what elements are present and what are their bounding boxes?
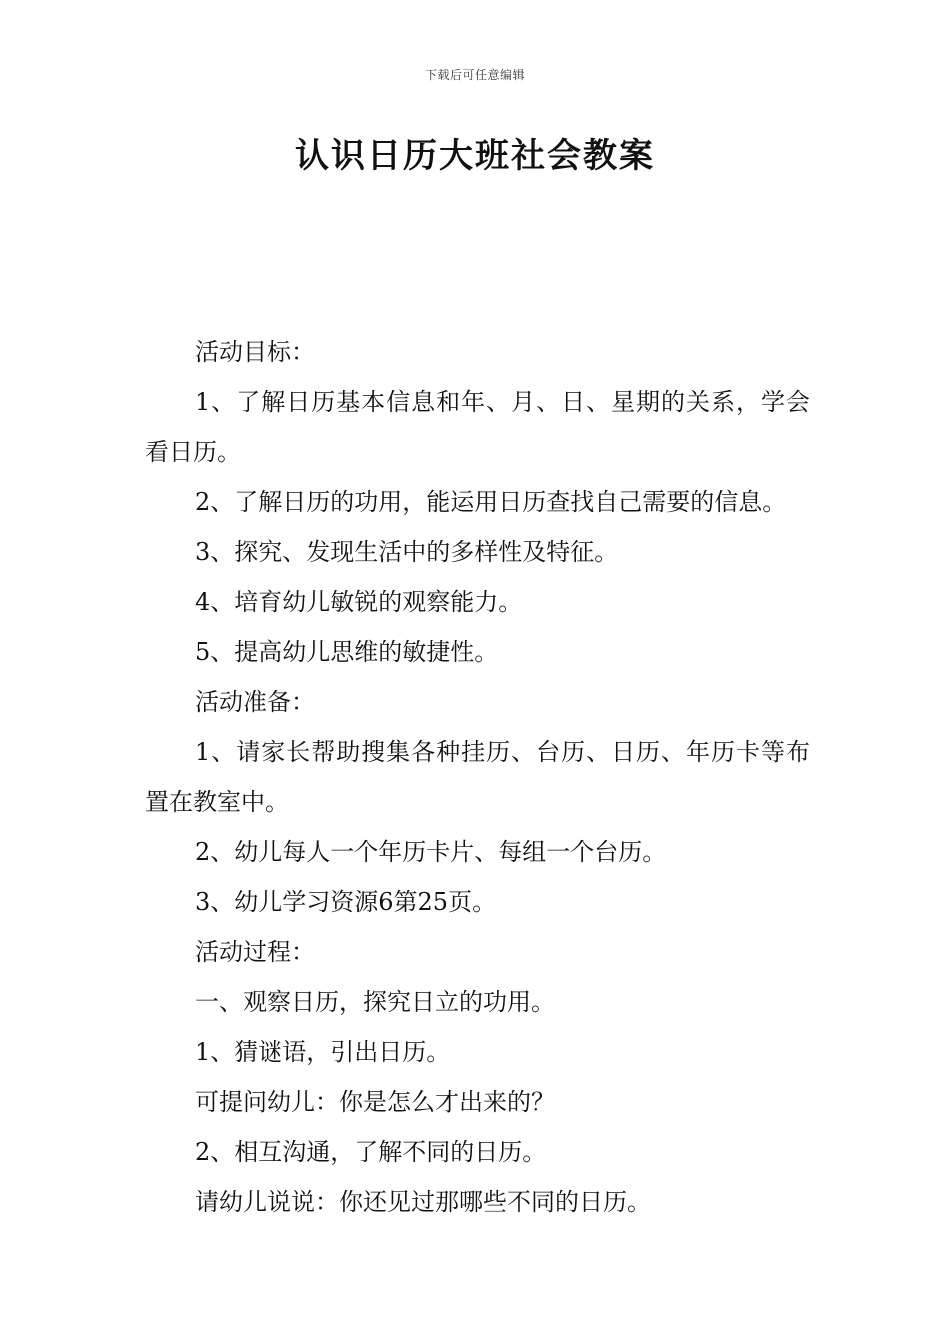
- paragraph-prep-heading: 活动准备：: [195, 688, 315, 716]
- paragraph-goal-1: 1、了解日历基本信息和年、月、日、星期的关系，学会看日历。: [145, 388, 810, 466]
- paragraph-prep-3: 3、幼儿学习资源6第25页。: [195, 888, 497, 916]
- header-note: 下载后可任意编辑: [424, 68, 525, 82]
- paragraph-goal-4: 4、培育幼儿敏锐的观察能力。: [195, 588, 523, 616]
- paragraph-process-question: 可提问幼儿：你是怎么才出来的？: [195, 1088, 555, 1116]
- paragraph-process-prompt: 请幼儿说说：你还见过那哪些不同的日历。: [195, 1188, 651, 1216]
- document-body: [145, 327, 810, 1227]
- paragraph-process-section-1: 一、观察日历，探究日立的功用。: [195, 988, 555, 1016]
- paragraph-process-step-2: 2、相互沟通，了解不同的日历。: [195, 1138, 547, 1166]
- document-title: 认识日历大班社会教案: [295, 136, 655, 176]
- paragraph-goal-3: 3、探究、发现生活中的多样性及特征。: [195, 538, 619, 566]
- paragraph-process-step-1: 1、猜谜语，引出日历。: [195, 1038, 451, 1066]
- paragraph-process-heading: 活动过程：: [195, 938, 315, 966]
- paragraph-goals-heading: 活动目标：: [195, 338, 315, 366]
- paragraph-prep-1: 1、请家长帮助搜集各种挂历、台历、日历、年历卡等布置在教室中。: [145, 738, 810, 816]
- paragraph-goal-2: 2、了解日历的功用，能运用日历查找自己需要的信息。: [195, 488, 787, 516]
- paragraph-goal-5: 5、提高幼儿思维的敏捷性。: [195, 638, 499, 666]
- paragraph-prep-2: 2、幼儿每人一个年历卡片、每组一个台历。: [195, 838, 667, 866]
